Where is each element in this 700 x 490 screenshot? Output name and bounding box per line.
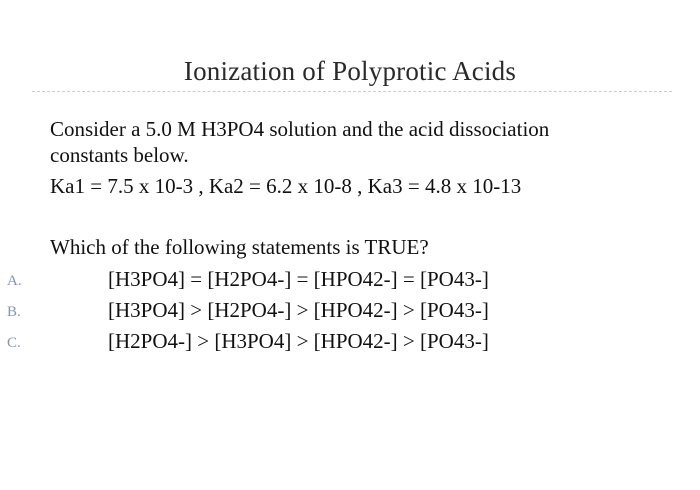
option-c-text: [H2PO4-] > [H3PO4] > [HPO42-] > [PO43-] bbox=[108, 329, 489, 353]
option-c-letter: C. bbox=[7, 335, 21, 351]
option-b-text: [H3PO4] > [H2PO4-] > [HPO42-] > [PO43-] bbox=[108, 298, 489, 322]
constants-line: Ka1 = 7.5 x 10-3 , Ka2 = 6.2 x 10-8 , Ka3 = 4.8 x 10-13 bbox=[50, 174, 522, 198]
title-divider bbox=[32, 91, 672, 92]
intro-line-1: Consider a 5.0 M H3PO4 solution and the acid dissociation bbox=[50, 117, 550, 141]
intro-line-2: constants below. bbox=[50, 143, 189, 167]
slide-title: Ionization of Polyprotic Acids bbox=[183, 56, 517, 86]
option-a-text: [H3PO4] = [H2PO4-] = [HPO42-] = [PO43-] bbox=[108, 267, 489, 291]
option-a-letter: A. bbox=[7, 273, 22, 289]
question-text: Which of the following statements is TRUE? bbox=[50, 235, 429, 259]
option-b-letter: B. bbox=[7, 304, 21, 320]
